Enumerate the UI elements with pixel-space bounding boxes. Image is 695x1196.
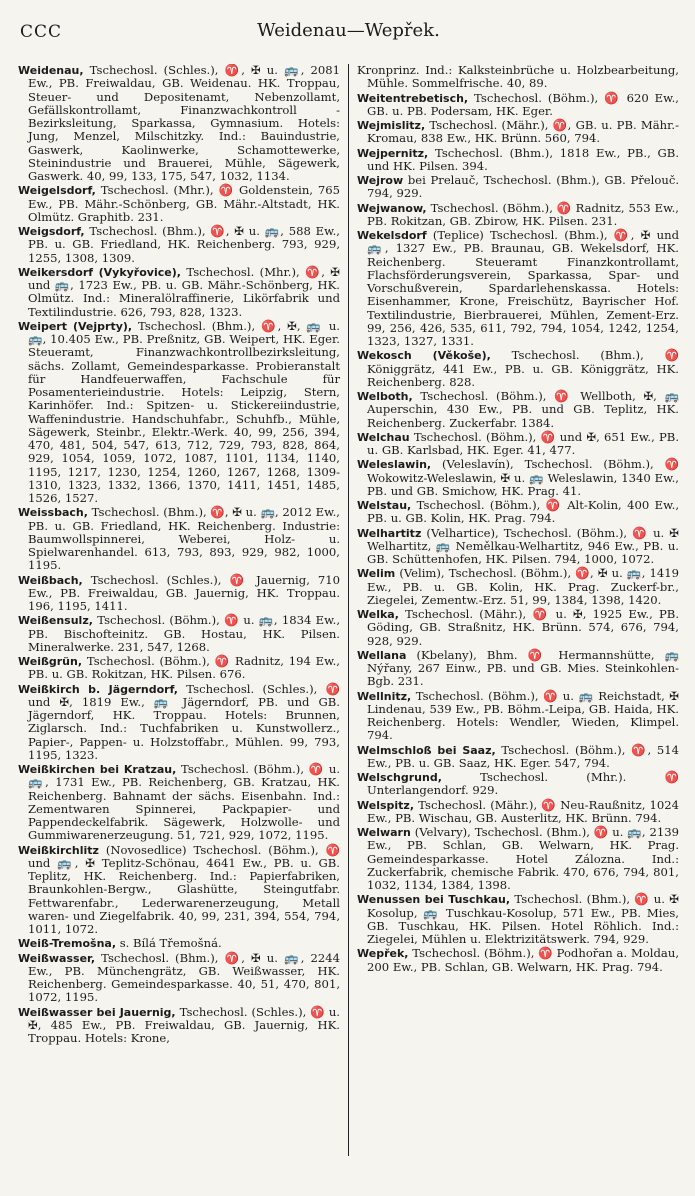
place-name: Weißwasser, [18,951,96,965]
entry-text: Tschechosl. (Mhr.), ♈, ✠ und 🚌, 1723 Ew., PB. u. GB. Mähr.-Schönberg, HK. Olmütz. Ind.: Mineralölraffinerie, Likörfabrik und Textilindustrie. 626, 793, 828, 1323. [28,264,341,319]
directory-entry [357,147,679,174]
directory-entry [357,893,679,946]
place-name: Weißkirchen bei Kratzau, [18,763,177,776]
place-name: Weleslawin, [357,458,432,472]
place-name: Wejwanow, [357,201,427,215]
place-name: Welhartitz [357,526,422,540]
directory-entry [357,499,679,526]
place-name: Welstau, [357,499,412,512]
columns [18,64,679,1156]
place-name: Weitentrebetisch, [357,91,469,105]
place-name: Wejmislitz, [357,119,426,132]
entry-text: (Novosedlice) Tschechosl. (Böhm.), ♈ und 🚌, ✠ Teplitz-Schönau, 4641 Ew., PB. u. GB. Teplitz, HK. Reichenberg. Ind.: Papierfabriken, Braunkohlen-Bergw., Glashütte, Steingutfabr. Fettwarenfabr., Lederwarenerzeugung, Metall waren- und Ziegelfabrik. 40, 99, 231, 394, 554, 794, 1011, 1072. [28,842,341,936]
place-name: Welspitz, [357,798,415,812]
directory-entry [357,431,679,458]
place-name: Weigsdorf, [18,225,85,238]
entry-text: Tschechosl. (Böhm.), ♈ u. 🚌, 1731 Ew., PB. Reichenberg, GB. Kratzau, HK. Reichenberg. Bahnamt der sächs. Eisenbahn. Ind.: Zementwaren Spinnerei, Packpapier- und Pappendeckelfabrik. Sägewerk, Holzwolle- und Gummiwarenerzeugung. 51, 721, 929, 1072, 1195. [28,762,340,843]
entry-text: Tschechosl. (Bhm.), ♈, ✠ u. 🚌, 2012 Ew., PB. u. GB. Friedland, HK. Reichenberg. Industrie: Baumwollspinnerei, Weberei, Holz- u. Spielwarenhandel. 613, 793, 893, 929, 982, 1000, 1195. [28,505,340,573]
place-name: Weißkirchlitz [18,843,99,857]
entry-text: Tschechosl. (Böhm.), ♈ Radnitz, 194 Ew., PB. u. GB. Rokitzan, HK. Pilsen. 676. [28,654,340,682]
entry-text: Tschechosl. (Böhm.), ♈ 620 Ew., GB. u. PB. Podersam, HK. Eger. [367,90,679,118]
entry-text: (Velvary), Tschechosl. (Bhm.), ♈ u. 🚌, 2139 Ew., PB. Schlan, GB. Welwarn, HK. Prag. Gemeindesparkasse. Hotel Zálozna. Ind.: Zuckerfabrik, chemische Fabrik. 470, 676, 794, 801, 1032, 1134, 1384, 1398. [367,825,679,892]
directory-entry [18,937,340,950]
place-name: Welchau [357,430,410,444]
directory-entry [357,202,679,229]
directory-entry [18,64,340,183]
entry-text: Tschechosl. (Mähr.), ♈ Neu-Raußnitz, 1024 Ew., PB. Wischau, GB. Austerlitz, HK. Brünn. 794. [367,797,679,825]
place-name: Wellana [357,648,407,662]
place-name: Weigelsdorf, [18,184,96,198]
directory-entry [18,614,340,654]
directory-entry [18,844,340,937]
place-name: Welschgrund, [357,771,442,784]
directory-entry [357,527,679,567]
entry-text: Tschechosl. (Bhm.), ♈ Königgrätz, 441 Ew., PB. u. GB. Königgrätz, HK. Reichenberg. 828. [367,348,679,389]
directory-entry [18,225,340,265]
entry-text: Tschechosl. (Böhm.), ♈ Radnitz, 553 Ew., PB. Rokitzan, GB. Zbirow, HK. Pilsen. 231. [367,200,679,228]
page-title: Weidenau—Wepřek. [257,20,440,41]
directory-entry [357,826,679,892]
left-column [18,64,348,1156]
entry-text: Tschechosl. (Schles.), ♈ Jauernig, 710 Ew., PB. Freiwaldau, GB. Jauernig, HK. Troppau. 196, 1195, 1411. [28,572,340,613]
place-name: Weißensulz, [18,614,93,628]
place-name: Welim [357,567,396,581]
place-name: Wejpernitz, [357,146,429,160]
directory-entry [357,92,679,119]
entry-text: Tschechosl. (Schles.), ♈, ✠ u. 🚌, 2081 Ew., PB. Freiwaldau, GB. Weidenau. HK. Troppau, Steuer- und Depositenamt, Nebenzollamt, Gefällskontrollamt, Finanzwachkontroll - Bezirksleitung, Sparkassa, Gymnasium. Hotels: Jung, Menzel, Milschitzky. Ind.: Bauindustrie, Gaswerk, Kaolinwerke, Schamottewerke, Steinindustrie und Brauerei, Mühle, Sägewerk, Gaswerk. 40, 99, 133, 175, 547, 1032, 1134. [28,64,340,183]
entry-text: Tschechosl. (Bhm.), ♈, ✠, 🚌 u. 🚌, 10.405 Ew., PB. Preßnitz, GB. Weipert, HK. Eger. Steueramt, Finanzwachkontrollbezirksleitung, sächs. Zollamt, Gemeindesparkasse. Probieranstalt für Handfeuerwaffen, Fachschule für Posamenterieindustrie. Hotels: Leipzig, Stern, Karinhöfer. Ind.: Spitzen- u. Stickereiindustrie, Waffenindustrie. Handschuhfabr., Schuhfb., Mühle, Sägewerk, Steinbr., Elektr.-Werk. 40, 99, 256, 394, 470, 481, 504, 547, 613, 712, 729, 793, 828, 864, 929, 1054, 1059, 1072, 1087, 1101, 1134, 1140, 1195, 1217, 1230, 1254, 1260, 1267, 1268, 1309-1310, 1323, 1332, 1366, 1370, 1411, 1451, 1485, 1526, 1527. [28,318,340,505]
directory-entry [18,506,340,572]
place-name: Wenussen bei Tuschkau, [357,893,511,907]
place-name: Wejrow [357,174,404,187]
directory-entry [357,690,679,743]
entry-text: Tschechosl. (Böhm.), ♈ und ✠, 651 Ew., PB. u. GB. Karlsbad, HK. Eger. 41, 477. [367,429,679,457]
entry-text: Tschechosl. (Bhm.), ♈, ✠ u. 🚌, 2244 Ew., PB. Münchengrätz, GB. Weißwasser, HK. Reichenberg. Gemeindesparkasse. 40, 51, 470, 801, 1072, 1195. [28,950,340,1005]
directory-entry [357,799,679,826]
page-number: CCC [20,22,63,42]
place-name: Wekosch (Věkoše), [357,349,491,363]
directory-entry [357,771,679,798]
entry-text: Tschechosl. (Mähr.), ♈, GB. u. PB. Mähr.-Kromau, 838 Ew., HK. Brünn. 560, 794. [367,118,679,146]
entry-text: (Velhartice), Tschechosl. (Böhm.), ♈ u. ✠ Welhartitz, 🚌 Nemělkau-Welhartitz, 946 Ew., PB. u. GB. Schüttenhofen, HK. Pilsen. 794, 1000, 1072. [367,525,679,566]
entry-text: (Veleslavín), Tschechosl. (Böhm.), ♈ Wokowitz-Weleslawin, ✠ u. 🚌 Weleslawin, 1340 Ew., PB. und GB. Smichow, HK. Prag. 41. [367,457,679,498]
entry-text: Tschechosl. (Schles.), ♈ u. ✠, 485 Ew., PB. Freiwaldau, GB. Jauernig, HK. Troppau. Hotels: Krone, [28,1004,340,1045]
directory-entry [357,744,679,771]
place-name: Welwarn [357,826,411,839]
entry-text: Tschechosl. (Bhm.), ♈ u. ✠ Kosolup, 🚌 Tuschkau-Kosolup, 571 Ew., PB. Mies, GB. Tuschkau, HK. Pilsen. Hotel Röhlich. Ind.: Ziegelei, Mühlen u. Elektrizitätswerk. 794, 929. [367,892,679,946]
directory-entry [18,266,340,319]
entry-text: bei Prelauč, Tschechosl. (Bhm.), GB. Přelouč. 794, 929. [367,173,679,201]
directory-entry [357,567,679,607]
place-name: Weipert (Vejprty), [18,319,133,333]
place-name: Weißbach, [18,573,83,587]
place-name: Wepřek, [357,947,409,961]
place-name: Weidenau, [18,64,84,77]
directory-entry [18,655,340,682]
place-name: Welboth, [357,390,413,403]
entry-text: Tschechosl. (Schles.), ♈ und ✠, 1819 Ew., 🚌 Jägerndorf, PB. und GB. Jägerndorf, HK. Troppau. Hotels: Brunnen, Ziglarsch. Ind.: Tuchfabriken u. Kunstwollerz., Papier-, Pappen- u. Holzstoffabr., Mühlen. 99, 793, 1195, 1323. [28,681,340,762]
place-name: Weißwasser bei Jauernig, [18,1005,176,1019]
entry-text: Tschechosl. (Böhm.), ♈ u. 🚌 Reichstadt, ✠ Lindenau, 539 Ew., PB. Böhm.-Leipa, GB. Haida, HK. Reichenberg. Hotels: Wendler, Wieden, Klimpel. 794. [367,688,679,743]
place-name: Weißgrün, [18,655,83,668]
directory-entry [18,574,340,614]
place-name: Welmschloß bei Saaz, [357,743,496,757]
place-name: Wellnitz, [357,689,412,703]
directory-entry [18,320,340,506]
page-header [18,16,679,50]
directory-entry [18,952,340,1005]
place-name: Weikersdorf (Vykyřovice), [18,265,181,279]
entry-text: Tschechosl. (Mähr.), ♈ u. ✠, 1925 Ew., PB. Göding, GB. Straßnitz, HK. Brünn. 574, 676, 794, 928, 929. [367,607,679,648]
place-name: Weiß-Tremošna, [18,937,117,951]
place-name: Weißkirch b. Jägerndorf, [18,682,178,696]
directory-entry [18,683,340,763]
entry-text: Tschechosl. (Böhm.), ♈ Wellboth, ✠, 🚌 Auperschin, 430 Ew., PB. und GB. Teplitz, HK. Reichenberg. Zuckerfabr. 1384. [367,389,679,430]
directory-entry [18,184,340,224]
directory-entry [18,763,340,843]
directory-entry [357,608,679,648]
entry-text: Tschechosl. (Böhm.), ♈, 514 Ew., PB. u. GB. Saaz, HK. Eger. 547, 794. [367,742,679,770]
directory-entry [18,1006,340,1046]
directory-entry [357,349,679,389]
entry-text: Tschechosl. (Bhm.), ♈, ✠ u. 🚌, 588 Ew., PB. u. GB. Friedland, HK. Reichenberg. 793, 929, 1255, 1308, 1309. [28,224,340,265]
directory-entry [357,458,679,498]
directory-entry [357,64,679,91]
entry-text: Tschechosl. (Mhr.), ♈ Goldenstein, 765 Ew., PB. Mähr.-Schönberg, GB. Mähr.-Altstadt, HK. Olmütz. Graphitb. 231. [28,183,340,224]
entry-text: (Teplice) Tschechosl. (Bhm.), ♈, ✠ und 🚌, 1327 Ew., PB. Braunau, GB. Wekelsdorf, HK. Reichenberg. Steueramt Finanzkontrollamt, Flachsförderungsverein, Sparkassa, Spar- und Vorschußverein, Spardarlehenskassa. Hotels: Eisenhammer, Krone, Freischütz, Bayrischer Hof. Textilindustrie, Bierbrauerei, Mühlen, Zement-Erz. 99, 256, 426, 535, 611, 792, 794, 1054, 1242, 1254, 1323, 1327, 1331. [367,228,679,348]
entry-text: Tschechosl. (Böhm.), ♈ Alt-Kolin, 400 Ew., PB. u. GB. Kolin, HK. Prag. 794. [367,498,679,526]
place-name: Welka, [357,608,399,621]
directory-entry [357,649,679,689]
directory-entry [357,229,679,348]
directory-entry [357,947,679,974]
place-name: Weissbach, [18,506,88,520]
entry-text: Tschechosl. (Mhr.). ♈ Unterlangendorf. 929. [367,770,679,798]
entry-text: (Velim), Tschechosl. (Böhm.), ♈, ✠ u. 🚌, 1419 Ew., PB. u. GB. Kolin, HK. Prag. Zuckerf-br., Ziegelei, Zementw.-Erz. 51, 99, 1384, 1398, 1420. [367,566,679,607]
entry-text: Tschechosl. (Bhm.), 1818 Ew., PB., GB. und HK. Pilsen. 394. [367,145,679,173]
directory-entry [357,390,679,430]
place-name: Wekelsdorf [357,229,427,242]
right-column [349,64,679,1156]
directory-entry [357,174,679,201]
entry-text: Tschechosl. (Böhm.), ♈ Podhořan a. Moldau, 200 Ew., PB. Schlan, GB. Welwarn, HK. Prag. 794. [367,946,679,974]
entry-text: s. Bílá Třemošná. [119,936,222,951]
entry-text: Tschechosl. (Böhm.), ♈ u. 🚌, 1834 Ew., PB. Bischofteinitz. GB. Hostau, HK. Pilsen. Mineralwerke. 231, 547, 1268. [28,613,341,654]
entry-text: Kronprinz. Ind.: Kalksteinbrüche u. Holzbearbeitung, Mühle. Sommelfrische. 40, 89. [357,64,679,91]
entry-text: (Kbelany), Bhm. ♈ Hermannshütte, 🚌 Nýřany, 267 Einw., PB. und GB. Mies. Steinkohlen-Bgb. 231. [367,647,679,689]
directory-entry [357,119,679,146]
